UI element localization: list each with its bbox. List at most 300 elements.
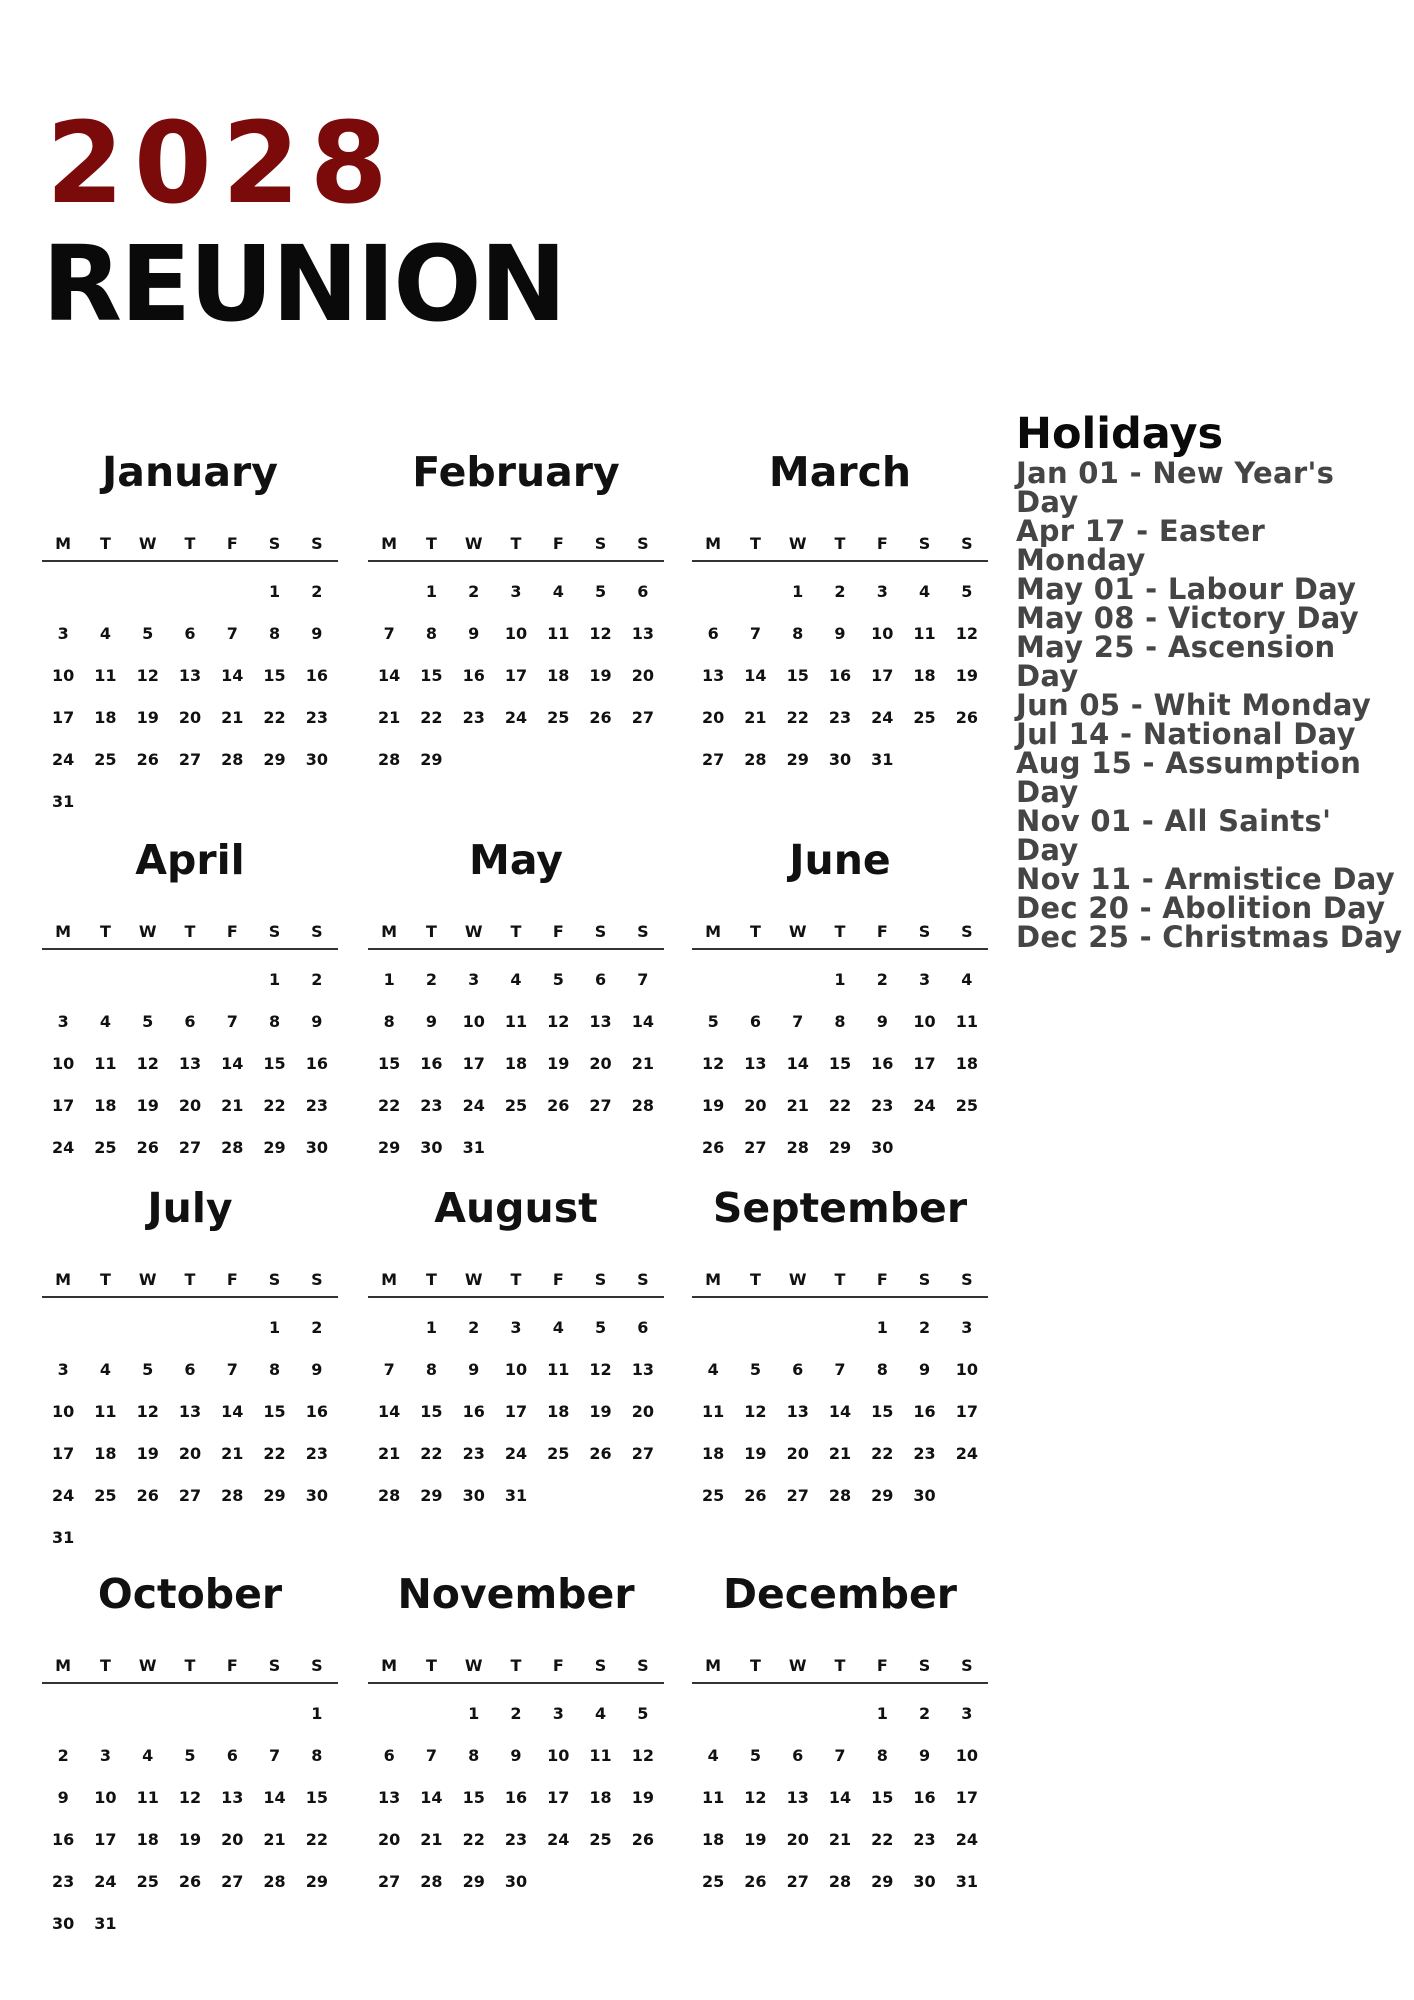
day-cell: 19 [702, 1095, 725, 1115]
day-cell: 1 [876, 1703, 888, 1723]
day-cell: 8 [792, 623, 804, 643]
weekday-label: T [84, 1648, 126, 1684]
weekday-label: S [903, 526, 945, 562]
day-cell: 14 [631, 1011, 654, 1031]
day-cell: 30 [305, 1137, 328, 1157]
weekday-label: S [946, 526, 988, 562]
day-cell: 5 [142, 1011, 154, 1031]
day-cell: 22 [828, 1095, 852, 1115]
day-cell: 11 [94, 1401, 117, 1421]
day-cell: 23 [420, 1095, 443, 1115]
holiday-item: Nov 01 - All Saints' Day [1016, 804, 1332, 868]
weekday-label: T [495, 1648, 537, 1684]
day-cell: 20 [589, 1053, 612, 1073]
day-cell: 11 [702, 1401, 725, 1421]
day-cell: 24 [52, 1137, 75, 1157]
day-cell: 16 [305, 1401, 328, 1421]
day-empty [410, 1692, 452, 1734]
day-cell: 26 [136, 749, 159, 769]
day-cell: 9 [918, 1745, 931, 1765]
weekday-label: T [169, 1648, 211, 1684]
weekday-label: M [368, 914, 410, 950]
day-cell: 21 [221, 1443, 244, 1463]
day-cell: 11 [94, 665, 117, 685]
day-empty [734, 958, 776, 1000]
day-cell: 29 [305, 1871, 328, 1891]
day-cell: 9 [57, 1787, 69, 1807]
weekday-label: T [410, 1262, 452, 1298]
day-cell: 6 [707, 623, 719, 643]
day-cell: 20 [702, 707, 725, 727]
day-cell: 3 [961, 1317, 973, 1337]
day-cell: 5 [749, 1359, 761, 1379]
day-cell: 20 [744, 1095, 767, 1115]
day-cell: 22 [263, 1095, 286, 1115]
day-cell: 11 [589, 1745, 612, 1765]
weekday-label: T [169, 1262, 211, 1298]
day-cell: 27 [178, 749, 202, 769]
day-cell: 3 [918, 969, 931, 989]
day-cell: 29 [462, 1871, 485, 1891]
day-cell: 11 [547, 1359, 570, 1379]
day-cell: 19 [178, 1829, 202, 1849]
day-cell: 23 [504, 1829, 528, 1849]
day-cell: 7 [834, 1745, 846, 1765]
month-day-grid [692, 1648, 988, 1902]
month-day-grid [692, 914, 988, 1168]
day-cell: 26 [136, 1137, 159, 1157]
day-cell: 2 [425, 969, 437, 989]
weekday-label: T [84, 526, 126, 562]
weekday-label: W [777, 1648, 819, 1684]
weekday-label: S [622, 1262, 664, 1298]
day-cell: 17 [94, 1829, 117, 1849]
day-cell: 12 [631, 1745, 654, 1765]
month-name: January [102, 448, 278, 496]
day-cell: 26 [589, 707, 612, 727]
day-cell: 18 [702, 1443, 725, 1463]
day-cell: 9 [510, 1745, 522, 1765]
day-cell: 4 [707, 1359, 719, 1379]
day-cell: 7 [226, 1359, 238, 1379]
day-cell: 5 [142, 623, 154, 643]
weekday-label: S [253, 1262, 295, 1298]
day-cell: 9 [834, 623, 846, 643]
day-cell: 27 [378, 1871, 401, 1891]
day-cell: 29 [420, 749, 443, 769]
day-cell: 27 [178, 1137, 202, 1157]
day-cell: 27 [786, 1871, 809, 1891]
day-cell: 21 [744, 707, 767, 727]
day-cell: 8 [876, 1359, 888, 1379]
day-cell: 14 [263, 1787, 286, 1807]
day-empty [777, 1692, 819, 1734]
day-cell: 21 [631, 1053, 654, 1073]
day-cell: 11 [504, 1011, 528, 1031]
day-cell: 23 [305, 1443, 328, 1463]
day-cell: 15 [263, 665, 286, 685]
day-cell: 10 [504, 1359, 528, 1379]
weekday-label: S [622, 914, 664, 950]
day-cell: 4 [99, 623, 111, 643]
day-cell: 18 [702, 1829, 725, 1849]
day-cell: 24 [52, 749, 75, 769]
weekday-label: S [253, 914, 295, 950]
day-cell: 8 [876, 1745, 888, 1765]
day-empty [211, 1692, 253, 1734]
weekday-label: W [453, 1262, 495, 1298]
day-cell: 17 [504, 1401, 528, 1421]
weekday-label: F [861, 1262, 903, 1298]
day-cell: 30 [420, 1137, 443, 1157]
day-cell: 25 [504, 1095, 528, 1115]
day-cell: 22 [871, 1443, 894, 1463]
day-cell: 22 [871, 1829, 894, 1849]
day-cell: 10 [504, 623, 528, 643]
day-cell: 5 [707, 1011, 719, 1031]
day-cell: 28 [378, 749, 401, 769]
holiday-item: Dec 25 - Christmas Day [1016, 920, 1403, 955]
day-empty [692, 570, 734, 612]
month-february [368, 444, 664, 780]
day-cell: 2 [468, 581, 480, 601]
day-cell: 20 [378, 1829, 401, 1849]
day-cell: 8 [834, 1011, 846, 1031]
day-empty [127, 958, 169, 1000]
holiday-item: Aug 15 - Assumption Day [1016, 746, 1362, 810]
day-cell: 9 [311, 1359, 323, 1379]
day-cell: 14 [378, 1401, 401, 1421]
day-cell: 24 [955, 1443, 978, 1463]
weekday-label: S [579, 914, 621, 950]
day-cell: 21 [828, 1443, 852, 1463]
day-cell: 9 [311, 1011, 323, 1031]
month-may [368, 832, 664, 1168]
weekday-label: M [42, 1262, 84, 1298]
day-cell: 26 [631, 1829, 654, 1849]
day-empty [368, 1692, 410, 1734]
day-cell: 16 [52, 1829, 75, 1849]
weekday-label: F [211, 1262, 253, 1298]
day-cell: 28 [828, 1871, 852, 1891]
day-cell: 13 [178, 1401, 202, 1421]
day-cell: 21 [378, 1443, 401, 1463]
month-day-grid [368, 526, 664, 780]
weekday-label: W [453, 526, 495, 562]
day-cell: 23 [52, 1871, 75, 1891]
day-cell: 24 [955, 1829, 978, 1849]
weekday-label: S [622, 526, 664, 562]
day-cell: 19 [547, 1053, 570, 1073]
day-cell: 5 [552, 969, 564, 989]
day-empty [169, 1306, 211, 1348]
weekday-label: S [903, 914, 945, 950]
month-day-grid [368, 1262, 664, 1516]
day-cell: 7 [383, 1359, 395, 1379]
day-cell: 10 [913, 1011, 936, 1031]
day-cell: 16 [913, 1401, 936, 1421]
day-cell: 21 [263, 1829, 286, 1849]
day-cell: 13 [786, 1401, 809, 1421]
day-cell: 1 [268, 1317, 281, 1337]
weekday-label: T [734, 526, 776, 562]
day-cell: 15 [263, 1401, 286, 1421]
day-cell: 11 [94, 1053, 117, 1073]
month-october [42, 1566, 338, 1944]
day-cell: 5 [594, 1317, 607, 1337]
month-name: August [434, 1184, 598, 1232]
day-cell: 27 [589, 1095, 612, 1115]
weekday-label: T [410, 914, 452, 950]
weekday-label: M [42, 914, 84, 950]
day-cell: 14 [420, 1787, 443, 1807]
day-cell: 5 [142, 1359, 154, 1379]
day-cell: 25 [547, 707, 570, 727]
day-cell: 5 [184, 1745, 196, 1765]
day-cell: 12 [955, 623, 978, 643]
day-cell: 18 [94, 707, 117, 727]
weekday-label: T [495, 526, 537, 562]
day-cell: 28 [420, 1871, 443, 1891]
holiday-item: Apr 17 - Easter Monday [1016, 514, 1266, 578]
day-cell: 15 [871, 1401, 894, 1421]
day-cell: 12 [702, 1053, 725, 1073]
day-cell: 24 [871, 707, 894, 727]
day-cell: 27 [786, 1485, 809, 1505]
day-cell: 18 [94, 1095, 117, 1115]
day-empty [819, 1306, 861, 1348]
month-name: July [147, 1184, 233, 1232]
weekday-label: F [537, 1648, 579, 1684]
day-cell: 20 [631, 665, 654, 685]
weekday-label: T [410, 526, 452, 562]
weekday-label: M [42, 1648, 84, 1684]
day-cell: 19 [744, 1829, 767, 1849]
day-cell: 30 [305, 749, 328, 769]
day-cell: 15 [263, 1053, 286, 1073]
day-cell: 1 [425, 1317, 437, 1337]
day-cell: 29 [786, 749, 809, 769]
day-cell: 12 [744, 1787, 767, 1807]
day-cell: 22 [786, 707, 809, 727]
day-cell: 6 [637, 1317, 649, 1337]
month-september [692, 1180, 988, 1516]
weekday-label: T [734, 914, 776, 950]
day-cell: 7 [792, 1011, 804, 1031]
day-cell: 24 [52, 1485, 75, 1505]
day-cell: 21 [420, 1829, 443, 1849]
day-cell: 7 [749, 623, 761, 643]
day-cell: 27 [631, 1443, 654, 1463]
day-cell: 6 [184, 1359, 196, 1379]
day-cell: 19 [136, 1095, 159, 1115]
day-cell: 25 [136, 1871, 159, 1891]
day-cell: 9 [468, 1359, 480, 1379]
day-cell: 15 [420, 665, 443, 685]
day-cell: 8 [268, 623, 281, 643]
day-cell: 14 [221, 1401, 244, 1421]
day-empty [734, 1692, 776, 1734]
day-empty [734, 1306, 776, 1348]
weekday-label: T [819, 1648, 861, 1684]
day-cell: 13 [178, 1053, 202, 1073]
day-cell: 23 [913, 1829, 936, 1849]
day-cell: 15 [462, 1787, 485, 1807]
day-cell: 3 [876, 581, 888, 601]
day-cell: 18 [547, 1401, 570, 1421]
day-cell: 8 [268, 1359, 281, 1379]
weekday-label: W [777, 1262, 819, 1298]
day-cell: 30 [305, 1485, 328, 1505]
month-name: May [469, 836, 563, 884]
day-cell: 5 [594, 581, 607, 601]
day-cell: 23 [462, 707, 485, 727]
day-cell: 20 [221, 1829, 244, 1849]
day-cell: 16 [462, 1401, 485, 1421]
weekday-label: F [537, 914, 579, 950]
day-cell: 12 [136, 665, 159, 685]
day-cell: 12 [136, 1401, 159, 1421]
day-cell: 1 [876, 1317, 888, 1337]
weekday-label: F [211, 914, 253, 950]
day-cell: 25 [547, 1443, 570, 1463]
day-cell: 17 [871, 665, 894, 685]
day-cell: 17 [913, 1053, 936, 1073]
day-cell: 13 [589, 1011, 612, 1031]
weekday-label: M [692, 914, 734, 950]
day-cell: 25 [94, 1485, 117, 1505]
day-cell: 4 [99, 1359, 111, 1379]
day-cell: 28 [828, 1485, 852, 1505]
day-cell: 12 [589, 623, 612, 643]
holidays-title: Holidays [1016, 409, 1224, 459]
day-cell: 18 [913, 665, 936, 685]
holiday-list [1016, 456, 1404, 955]
day-empty [819, 1692, 861, 1734]
day-cell: 22 [263, 707, 286, 727]
day-cell: 29 [263, 1485, 286, 1505]
day-cell: 18 [955, 1053, 978, 1073]
day-cell: 4 [918, 581, 931, 601]
day-empty [692, 1306, 734, 1348]
day-cell: 18 [94, 1443, 117, 1463]
day-cell: 12 [589, 1359, 612, 1379]
day-cell: 19 [136, 707, 159, 727]
day-cell: 1 [268, 969, 281, 989]
weekday-label: W [453, 1648, 495, 1684]
day-cell: 26 [178, 1871, 202, 1891]
day-cell: 30 [52, 1913, 75, 1933]
weekday-label: T [734, 1648, 776, 1684]
day-cell: 16 [420, 1053, 443, 1073]
holiday-item: Jun 05 - Whit Monday [1016, 688, 1372, 723]
weekday-label: F [537, 526, 579, 562]
day-cell: 28 [631, 1095, 654, 1115]
weekday-label: S [946, 914, 988, 950]
day-cell: 8 [268, 1011, 281, 1031]
weekday-label: S [296, 526, 338, 562]
day-empty [169, 570, 211, 612]
day-cell: 17 [462, 1053, 485, 1073]
day-empty [734, 570, 776, 612]
month-day-grid [42, 1262, 338, 1558]
day-cell: 21 [221, 707, 244, 727]
day-cell: 27 [221, 1871, 244, 1891]
day-cell: 10 [52, 1401, 75, 1421]
day-cell: 9 [425, 1011, 437, 1031]
day-cell: 26 [547, 1095, 570, 1115]
day-cell: 4 [707, 1745, 719, 1765]
weekday-label: S [579, 1648, 621, 1684]
day-cell: 31 [94, 1913, 117, 1933]
day-cell: 17 [52, 1095, 75, 1115]
day-cell: 3 [552, 1703, 564, 1723]
day-cell: 29 [871, 1485, 894, 1505]
month-day-grid [42, 526, 338, 822]
day-cell: 6 [637, 581, 649, 601]
day-cell: 8 [383, 1011, 395, 1031]
day-cell: 22 [263, 1443, 286, 1463]
day-cell: 26 [955, 707, 978, 727]
day-cell: 26 [744, 1485, 767, 1505]
month-name: September [712, 1184, 968, 1232]
month-day-grid [42, 1648, 338, 1944]
day-cell: 6 [792, 1745, 804, 1765]
day-cell: 12 [547, 1011, 570, 1031]
month-day-grid [692, 526, 988, 780]
day-empty [42, 1306, 84, 1348]
day-cell: 9 [876, 1011, 888, 1031]
weekday-label: W [777, 526, 819, 562]
day-cell: 10 [955, 1359, 978, 1379]
day-cell: 29 [871, 1871, 894, 1891]
day-cell: 5 [749, 1745, 761, 1765]
holiday-item: Jan 01 - New Year's Day [1016, 456, 1335, 520]
day-cell: 11 [547, 623, 570, 643]
day-cell: 28 [221, 749, 244, 769]
day-cell: 1 [425, 581, 437, 601]
day-cell: 3 [961, 1703, 973, 1723]
day-cell: 19 [589, 665, 612, 685]
day-cell: 28 [263, 1871, 286, 1891]
day-empty [127, 1692, 169, 1734]
day-cell: 2 [876, 969, 888, 989]
day-cell: 31 [462, 1137, 485, 1157]
day-cell: 22 [378, 1095, 401, 1115]
day-cell: 30 [871, 1137, 894, 1157]
weekday-label: W [777, 914, 819, 950]
day-cell: 14 [828, 1787, 852, 1807]
day-cell: 3 [510, 1317, 522, 1337]
day-cell: 16 [305, 1053, 328, 1073]
month-march [692, 444, 988, 780]
day-empty [84, 1692, 126, 1734]
day-cell: 17 [547, 1787, 570, 1807]
weekday-label: F [537, 1262, 579, 1298]
day-empty [211, 570, 253, 612]
month-name: October [97, 1570, 283, 1618]
day-cell: 23 [305, 1095, 328, 1115]
holiday-item: Dec 20 - Abolition Day [1016, 891, 1386, 926]
day-cell: 14 [221, 1053, 244, 1073]
day-cell: 9 [311, 623, 323, 643]
day-cell: 23 [913, 1443, 936, 1463]
weekday-label: M [692, 1648, 734, 1684]
day-cell: 12 [178, 1787, 202, 1807]
day-cell: 17 [52, 707, 75, 727]
day-cell: 3 [57, 1011, 69, 1031]
day-cell: 23 [828, 707, 852, 727]
